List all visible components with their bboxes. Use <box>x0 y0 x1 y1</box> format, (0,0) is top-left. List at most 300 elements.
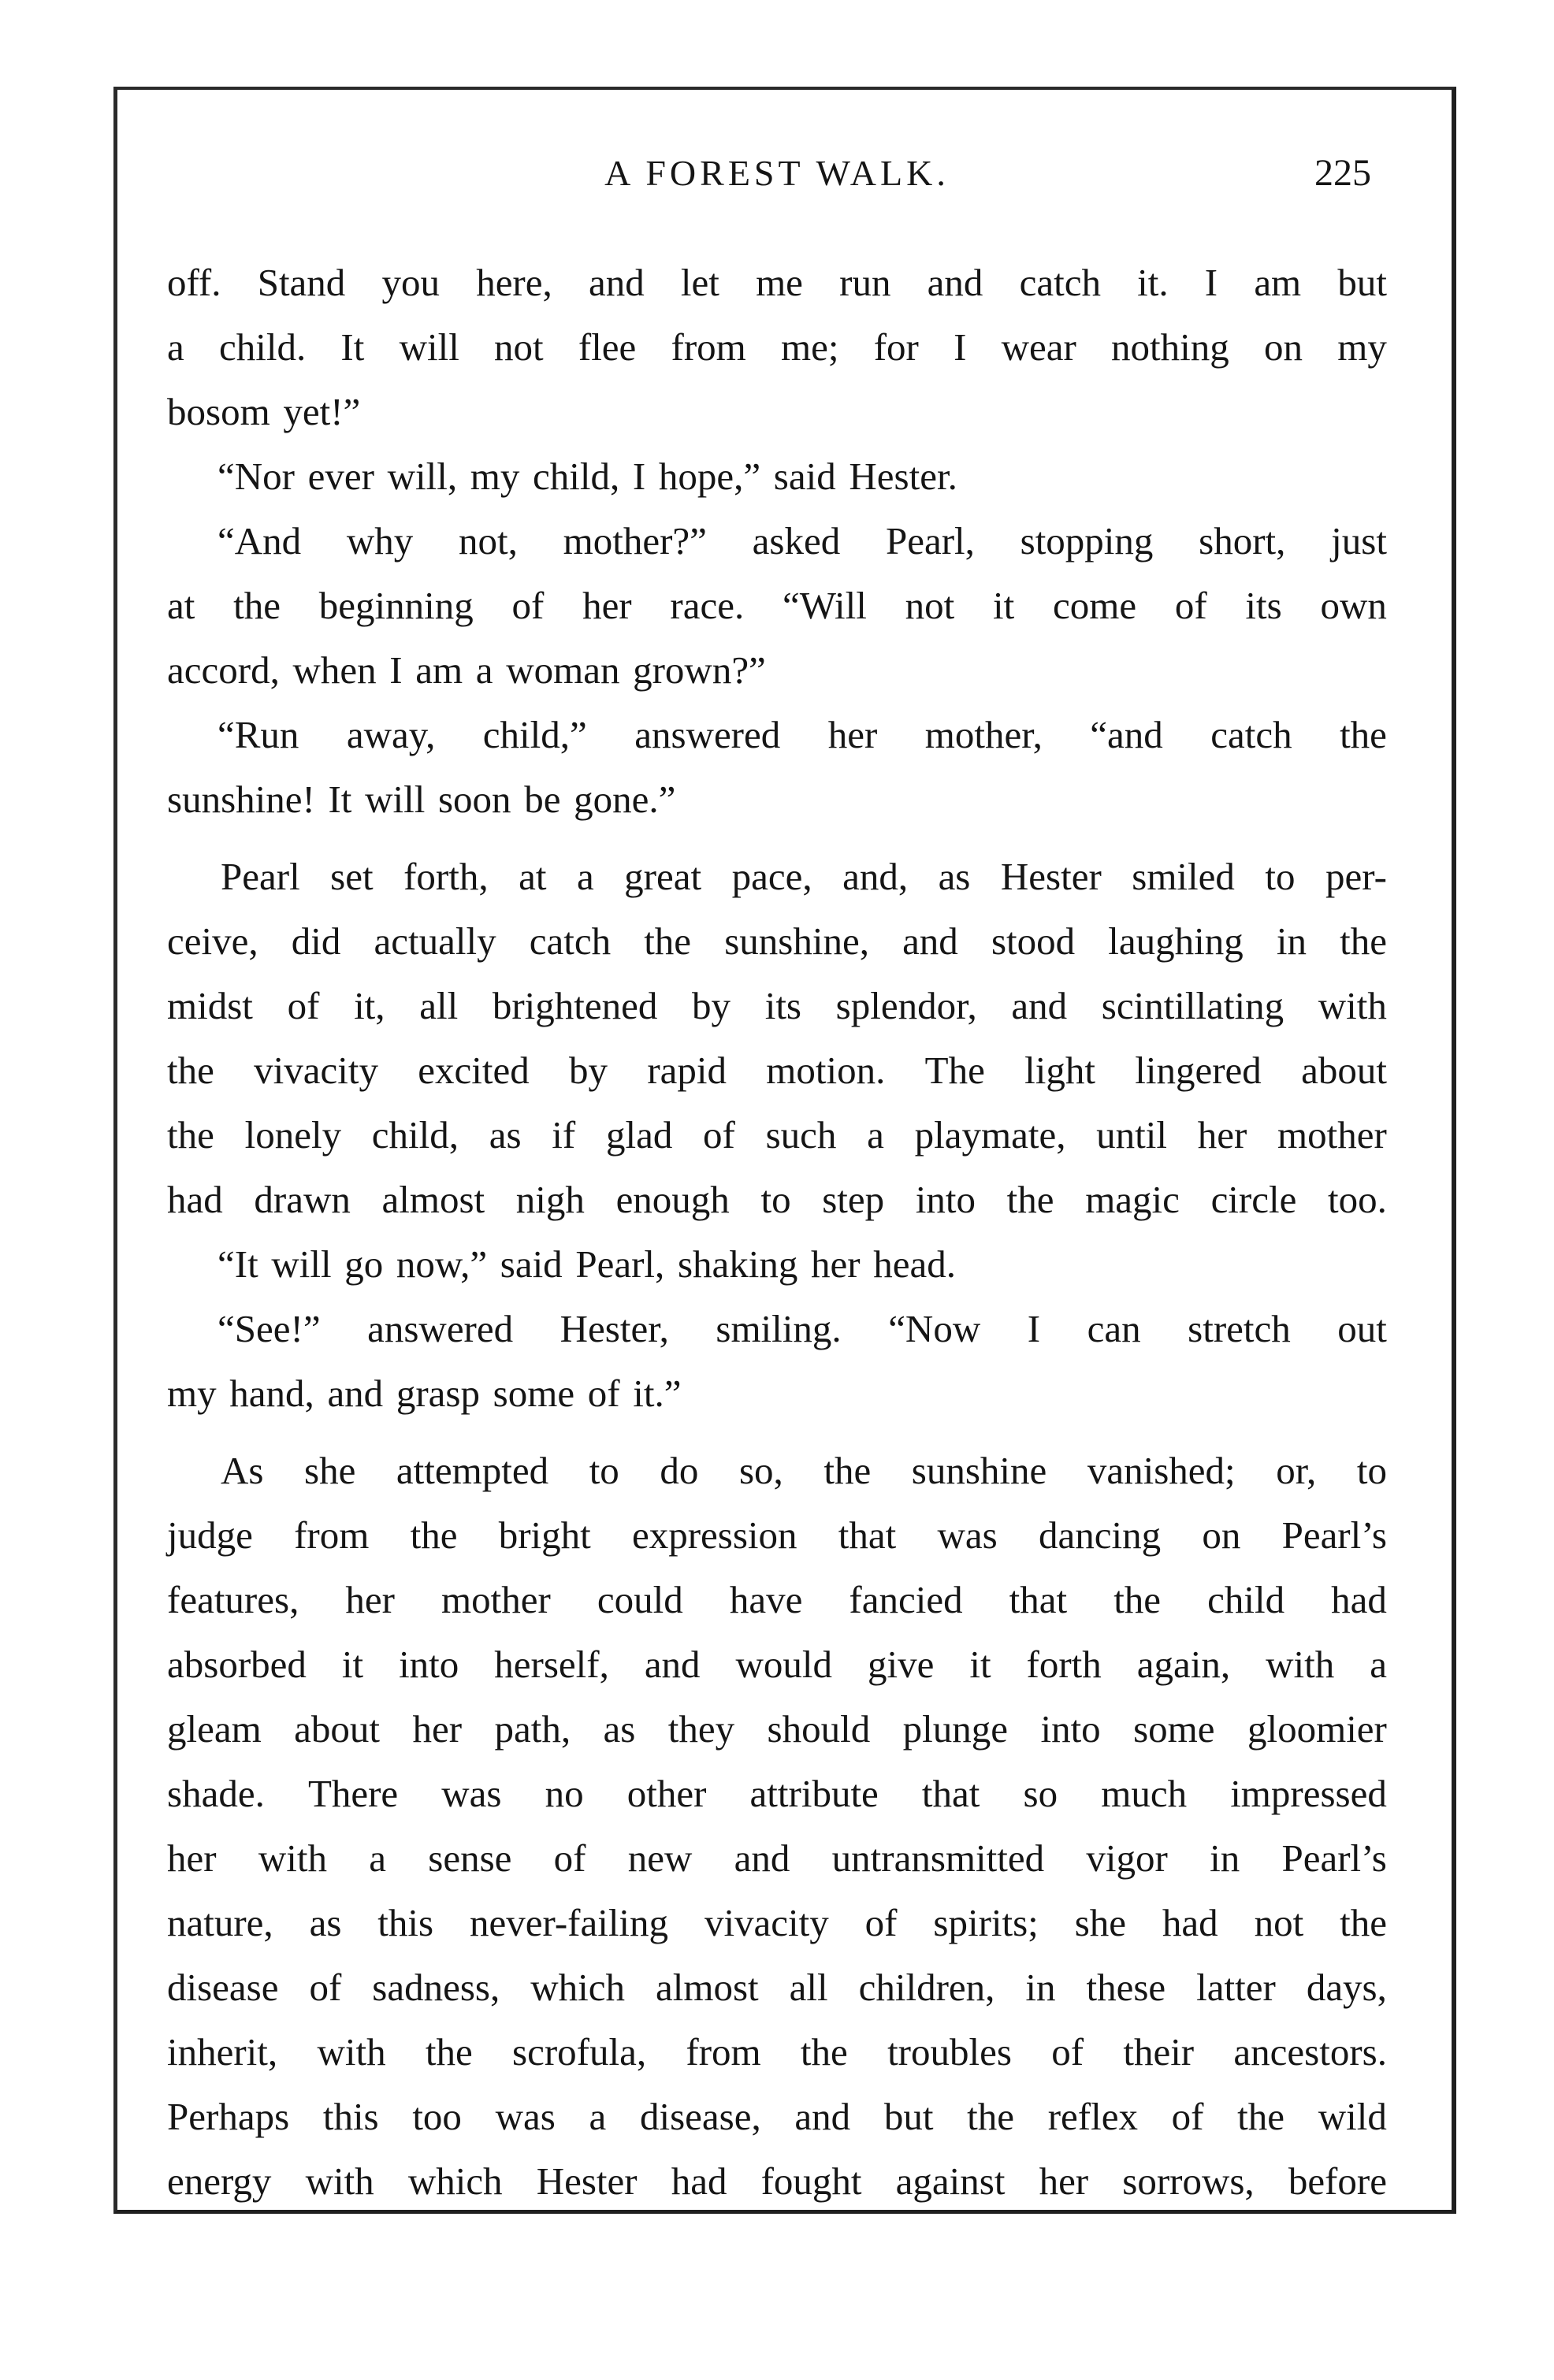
word: and <box>1011 984 1068 1027</box>
word: will <box>271 1242 332 1286</box>
word: scintillating <box>1101 984 1284 1027</box>
word: her <box>811 1242 861 1286</box>
word: Pearl <box>221 855 300 898</box>
word: the <box>967 2095 1015 2138</box>
word: light <box>1024 1049 1095 1092</box>
word: the <box>1237 2095 1285 2138</box>
word: could <box>597 1578 683 1621</box>
word: vivacity <box>704 1901 829 1944</box>
word: the <box>1006 1178 1054 1221</box>
word: again, <box>1136 1643 1231 1686</box>
word: other <box>626 1772 707 1815</box>
word: do <box>660 1449 699 1492</box>
word: all <box>419 984 459 1027</box>
word: was <box>495 2095 556 2138</box>
word: and <box>644 1643 701 1686</box>
word: sorrows, <box>1122 2159 1255 2203</box>
word: the <box>233 584 281 627</box>
word: ever <box>307 455 374 498</box>
word: hand, <box>229 1372 314 1415</box>
word: path, <box>494 1707 571 1751</box>
word: fought <box>760 2159 862 2203</box>
word: almost <box>655 1966 759 2009</box>
word: if <box>552 1113 576 1157</box>
text-line <box>167 1439 1387 1503</box>
text-line <box>167 509 1387 574</box>
word: a <box>167 325 184 369</box>
word: my <box>1337 325 1387 369</box>
word: of <box>1171 2095 1204 2138</box>
word: disease <box>167 1966 279 2009</box>
word: with <box>305 2159 374 2203</box>
word: not <box>1254 1901 1304 1944</box>
word: Pearl, <box>885 519 975 563</box>
word: this <box>322 2095 379 2138</box>
word: answered <box>367 1307 514 1350</box>
word: and <box>588 261 645 304</box>
word: laughing <box>1108 919 1244 963</box>
word: about <box>1301 1049 1387 1092</box>
word: attribute <box>749 1772 879 1815</box>
word: Hester <box>1000 855 1102 898</box>
word: shade. <box>167 1772 265 1815</box>
text-line <box>167 2020 1387 2085</box>
word: features, <box>167 1578 299 1621</box>
word: had <box>167 1178 223 1221</box>
word: As <box>221 1449 264 1492</box>
word: too. <box>1328 1178 1387 1221</box>
word: at <box>519 855 547 898</box>
word: woman <box>506 648 620 692</box>
word: into <box>915 1178 976 1221</box>
word: it <box>992 584 1015 627</box>
word: bosom <box>167 390 270 433</box>
word: catch <box>1019 261 1101 304</box>
word: and <box>327 1372 384 1415</box>
word: bright <box>498 1513 591 1557</box>
word: the <box>1340 919 1387 963</box>
word: lonely <box>244 1113 342 1157</box>
word: it.” <box>633 1372 682 1415</box>
word: enough <box>615 1178 730 1221</box>
word: the <box>1340 713 1387 756</box>
word: Hester, <box>560 1307 669 1350</box>
word: to <box>1356 1449 1387 1492</box>
word: per- <box>1325 855 1387 898</box>
word: with <box>258 1836 327 1880</box>
word: short, <box>1199 519 1286 563</box>
word: Pearl’s <box>1281 1513 1387 1557</box>
word: in <box>1025 1966 1056 2009</box>
word: circle <box>1210 1178 1297 1221</box>
word: vivacity <box>254 1049 378 1092</box>
word: drawn <box>254 1178 351 1221</box>
word: would <box>735 1643 833 1686</box>
text-line <box>167 1297 1387 1361</box>
word: midst <box>167 984 253 1027</box>
word: it. <box>1137 261 1169 304</box>
word: by <box>569 1049 608 1092</box>
text-line <box>167 1697 1387 1762</box>
word: am <box>415 648 463 692</box>
text-line <box>167 845 1387 909</box>
word: mother, <box>924 713 1043 756</box>
word: “Nor <box>217 455 295 498</box>
word: here, <box>476 261 552 304</box>
word: her <box>582 584 632 627</box>
text-line <box>167 2085 1387 2149</box>
word: stretch <box>1188 1307 1291 1350</box>
word: new <box>627 1836 693 1880</box>
word: scrofula, <box>512 2030 647 2074</box>
word: flee <box>578 325 637 369</box>
text-line <box>167 703 1387 767</box>
word: from <box>686 2030 761 2074</box>
word: the <box>167 1049 214 1092</box>
word: they <box>667 1707 735 1751</box>
word: child,” <box>482 713 587 756</box>
word: into <box>399 1643 459 1686</box>
word: which <box>530 1966 625 2009</box>
word: It <box>328 778 352 821</box>
word: which <box>407 2159 503 2203</box>
word: soon <box>437 778 511 821</box>
word: away, <box>346 713 436 756</box>
word: a <box>867 1113 884 1157</box>
word: vigor <box>1086 1836 1168 1880</box>
text-line <box>167 974 1387 1038</box>
word: and, <box>842 855 909 898</box>
word: inherit, <box>167 2030 278 2074</box>
text-line <box>167 1568 1387 1632</box>
word: reflex <box>1047 2095 1138 2138</box>
word: head. <box>873 1242 957 1286</box>
word: never-failing <box>469 1901 669 1944</box>
word: this <box>377 1901 434 1944</box>
running-head <box>0 150 1554 197</box>
word: until <box>1096 1113 1168 1157</box>
text-line <box>167 767 1387 832</box>
word: she <box>1074 1901 1127 1944</box>
text-line <box>167 1955 1387 2020</box>
word: had <box>1331 1578 1387 1621</box>
word: sense <box>428 1836 512 1880</box>
word: of <box>511 584 545 627</box>
word: to <box>760 1178 791 1221</box>
word: against <box>895 2159 1006 2203</box>
word: latter <box>1196 1966 1276 2009</box>
word: “It <box>217 1242 258 1286</box>
word: Pearl’s <box>1281 1836 1387 1880</box>
word: nothing <box>1111 325 1229 369</box>
word: its <box>1245 584 1282 627</box>
word: the <box>1340 1901 1387 1944</box>
text-line <box>167 1632 1387 1697</box>
word: It <box>340 325 365 369</box>
word: some <box>1133 1707 1215 1751</box>
word: will, <box>387 455 458 498</box>
chapter-title: A FOREST WALK. <box>604 153 950 193</box>
text-line <box>167 909 1387 974</box>
word: of <box>703 1113 735 1157</box>
word: from <box>294 1513 370 1557</box>
word: these <box>1086 1966 1166 2009</box>
text-line <box>167 2149 1387 2214</box>
text-line <box>167 1503 1387 1568</box>
word: in <box>1276 919 1307 963</box>
word: “Now <box>888 1307 981 1350</box>
word: the <box>644 919 692 963</box>
word: excited <box>418 1049 530 1092</box>
word: that <box>1009 1578 1068 1621</box>
word: I <box>1204 261 1218 304</box>
body-text <box>167 251 1387 2214</box>
word: to <box>1265 855 1296 898</box>
word: and <box>927 261 983 304</box>
text-line <box>167 1038 1387 1103</box>
word: mother <box>1277 1113 1387 1157</box>
text-line <box>167 1168 1387 1232</box>
word: said <box>773 455 836 498</box>
word: a <box>576 855 594 898</box>
word: expression <box>631 1513 797 1557</box>
word: dancing <box>1038 1513 1162 1557</box>
word: nigh <box>515 1178 585 1221</box>
word: as <box>938 855 971 898</box>
word: much <box>1101 1772 1188 1815</box>
word: on <box>1202 1513 1241 1557</box>
word: so <box>1023 1772 1058 1815</box>
word: attempted <box>396 1449 549 1492</box>
word: great <box>624 855 702 898</box>
word: you <box>381 261 440 304</box>
word: a <box>369 1836 386 1880</box>
word: her <box>412 1707 463 1751</box>
word: her <box>167 1836 217 1880</box>
word: sunshine <box>911 1449 1047 1492</box>
word: own <box>1320 584 1387 627</box>
word: give <box>868 1643 935 1686</box>
word: now,” <box>396 1242 488 1286</box>
word: mother <box>441 1578 551 1621</box>
word: before <box>1288 2159 1387 2203</box>
word: “And <box>217 519 302 563</box>
word: or, <box>1276 1449 1317 1492</box>
word: untransmitted <box>831 1836 1045 1880</box>
word: shaking <box>677 1242 798 1286</box>
word: too <box>412 2095 462 2138</box>
word: the <box>410 1513 458 1557</box>
word: Stand <box>257 261 346 304</box>
word: Perhaps <box>167 2095 290 2138</box>
word: why <box>346 519 414 563</box>
word: said <box>500 1242 563 1286</box>
word: with <box>1266 1643 1335 1686</box>
word: magic <box>1085 1178 1180 1221</box>
word: of <box>1051 2030 1084 2074</box>
word: step <box>822 1178 885 1221</box>
word: herself, <box>494 1643 609 1686</box>
word: her <box>1039 2159 1089 2203</box>
word: at <box>167 584 195 627</box>
word: that <box>838 1513 897 1557</box>
text-line <box>167 1826 1387 1891</box>
text-line <box>167 1891 1387 1955</box>
word: a <box>475 648 493 692</box>
text-line <box>167 1103 1387 1168</box>
word: vanished; <box>1087 1449 1236 1492</box>
word: the <box>1113 1578 1162 1621</box>
word: wear <box>1001 325 1076 369</box>
word: gleam <box>167 1707 262 1751</box>
word: I <box>954 325 967 369</box>
word: almost <box>381 1178 485 1221</box>
word: by <box>692 984 731 1027</box>
word: the <box>425 2030 473 2074</box>
word: go <box>344 1242 384 1286</box>
word: set <box>330 855 374 898</box>
word: child. <box>218 325 307 369</box>
word: not <box>905 584 955 627</box>
word: beginning <box>318 584 474 627</box>
word: from <box>671 325 746 369</box>
word: will <box>365 778 426 821</box>
word: was <box>937 1513 998 1557</box>
word: was <box>441 1772 502 1815</box>
word: to <box>589 1449 619 1492</box>
word: troubles <box>887 2030 1012 2074</box>
word: actually <box>374 919 496 963</box>
word: Hester <box>536 2159 638 2203</box>
word: a <box>1370 1643 1387 1686</box>
word: mother?” <box>563 519 707 563</box>
word: my <box>470 455 520 498</box>
word: rapid <box>647 1049 727 1092</box>
page-number: 225 <box>1314 152 1371 194</box>
word: “and <box>1090 713 1163 756</box>
word: sunshine! <box>167 778 315 821</box>
word: and <box>902 919 958 963</box>
word: nature, <box>167 1901 273 1944</box>
word: The <box>924 1049 985 1092</box>
word: motion. <box>766 1049 886 1092</box>
word: spirits; <box>933 1901 1039 1944</box>
word: answered <box>634 713 781 756</box>
text-line <box>167 574 1387 638</box>
word: off. <box>167 261 221 304</box>
word: asked <box>752 519 841 563</box>
word: “See!” <box>217 1307 321 1350</box>
text-line <box>167 638 1387 703</box>
word: no <box>545 1772 584 1815</box>
word: of <box>309 1966 342 2009</box>
word: I <box>632 455 646 498</box>
word: run <box>839 261 891 304</box>
word: child, <box>371 1113 459 1157</box>
word: Pearl, <box>575 1242 665 1286</box>
word: the <box>823 1449 872 1492</box>
word: fancied <box>849 1578 963 1621</box>
word: playmate, <box>914 1113 1066 1157</box>
word: of <box>864 1901 898 1944</box>
word: and <box>734 1836 790 1880</box>
word: into <box>1040 1707 1101 1751</box>
word: should <box>767 1707 871 1751</box>
word: as <box>309 1901 342 1944</box>
word: with <box>1318 984 1387 1027</box>
word: gloomier <box>1247 1707 1387 1751</box>
word: am <box>1254 261 1302 304</box>
word: accord, <box>167 648 280 692</box>
word: sunshine, <box>724 919 869 963</box>
word: her <box>827 713 878 756</box>
word: their <box>1123 2030 1195 2074</box>
word: such <box>765 1113 837 1157</box>
word: sadness, <box>372 1966 500 2009</box>
word: have <box>729 1578 803 1621</box>
word: will <box>399 325 459 369</box>
word: and <box>794 2095 851 2138</box>
text-line <box>167 251 1387 315</box>
word: forth, <box>403 855 489 898</box>
word: race. <box>670 584 745 627</box>
word: smiled <box>1132 855 1235 898</box>
word: days, <box>1306 1966 1387 2009</box>
text-line <box>167 1361 1387 1426</box>
word: in <box>1210 1836 1240 1880</box>
text-line <box>167 1762 1387 1826</box>
word: catch <box>1210 713 1292 756</box>
word: as <box>603 1707 636 1751</box>
word: Hester. <box>849 455 957 498</box>
text-line <box>167 1232 1387 1297</box>
word: I <box>1027 1307 1041 1350</box>
word: smiling. <box>716 1307 842 1350</box>
word: be <box>524 778 561 821</box>
word: yet!” <box>283 390 361 433</box>
word: stood <box>991 919 1076 963</box>
word: her <box>345 1578 395 1621</box>
word: but <box>1337 261 1387 304</box>
word: gone.” <box>574 778 676 821</box>
word: not <box>494 325 544 369</box>
word: There <box>307 1772 399 1815</box>
word: glad <box>605 1113 673 1157</box>
word: grasp <box>396 1372 480 1415</box>
word: “Run <box>217 713 299 756</box>
word: me; <box>781 325 839 369</box>
word: let <box>680 261 719 304</box>
word: impressed <box>1230 1772 1387 1815</box>
word: brightened <box>492 984 658 1027</box>
word: “Will <box>782 584 867 627</box>
word: with <box>317 2030 386 2074</box>
word: out <box>1337 1307 1387 1350</box>
word: its <box>764 984 801 1027</box>
word: the <box>167 1113 214 1157</box>
word: ancestors. <box>1233 2030 1387 2074</box>
word: she <box>304 1449 356 1492</box>
word: ceive, <box>167 919 258 963</box>
word: wild <box>1318 2095 1387 2138</box>
word: for <box>873 325 919 369</box>
word: of <box>1174 584 1207 627</box>
word: it <box>969 1643 991 1686</box>
word: of <box>553 1836 586 1880</box>
word: some <box>493 1372 575 1415</box>
word: it <box>341 1643 364 1686</box>
word: it, <box>354 984 385 1027</box>
